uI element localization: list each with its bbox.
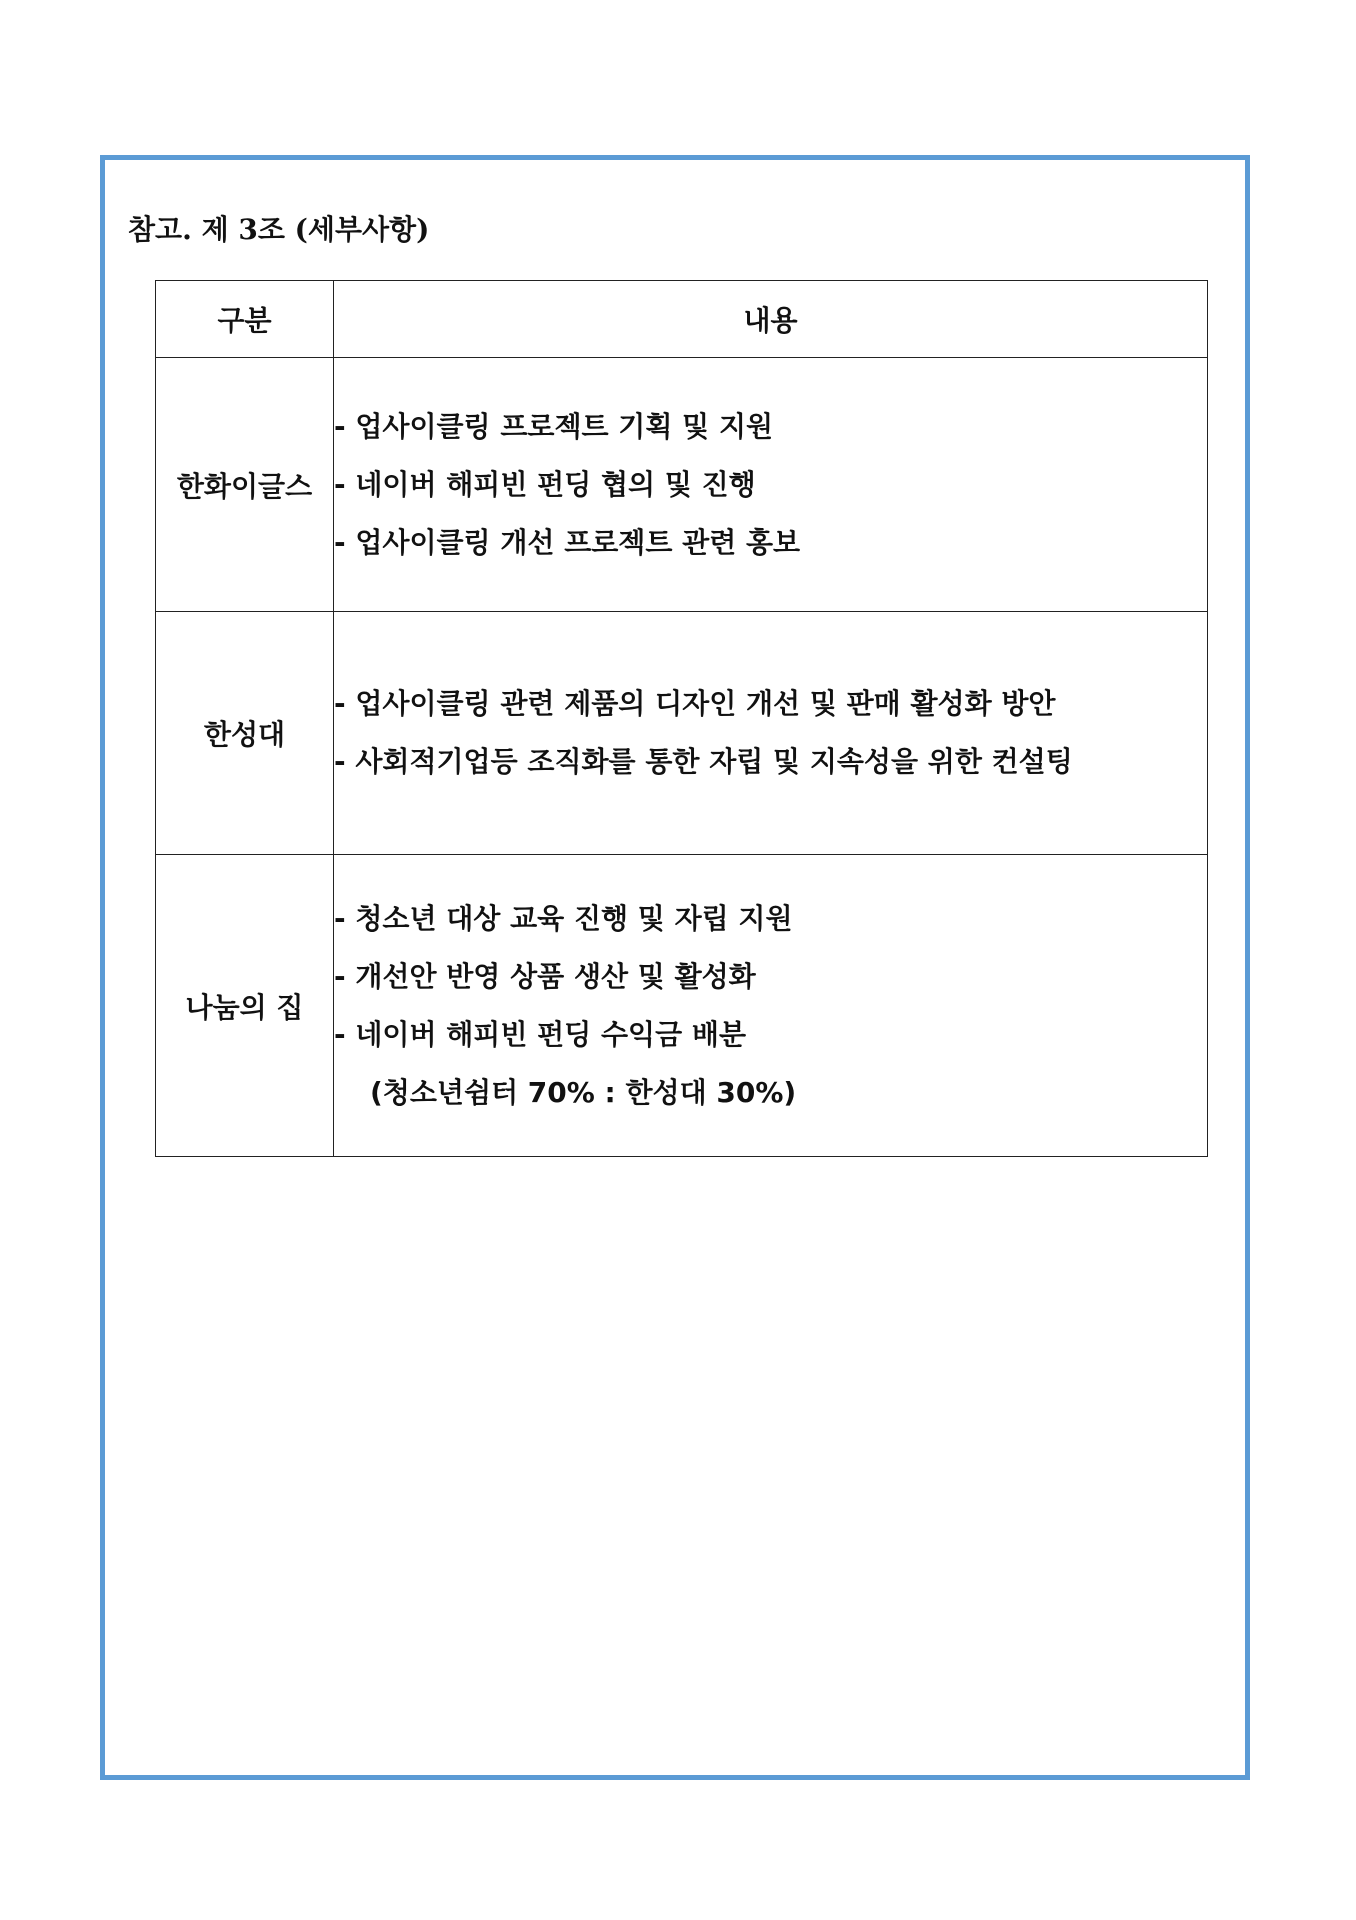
table-row (156, 358, 1208, 612)
list-item: - 업사이클링 개선 프로젝트 관련 홍보 (334, 525, 801, 559)
row-category: 한성대 (156, 612, 334, 855)
table-row (156, 855, 1208, 1157)
list-item: - 개선안 반영 상품 생산 및 활성화 (334, 959, 756, 993)
details-table (155, 280, 1208, 1157)
section-heading: 참고. 제 3조 (세부사항) (128, 213, 430, 246)
row-content (334, 358, 1208, 612)
row-category: 나눔의 집 (156, 855, 334, 1157)
table-row (156, 612, 1208, 855)
list-item: - 네이버 해피빈 펀딩 수익금 배분 (334, 1017, 746, 1051)
list-item: - 업사이클링 관련 제품의 디자인 개선 및 판매 활성화 방안 (334, 687, 1056, 720)
row-content (334, 855, 1208, 1157)
header-category: 구분 (156, 281, 334, 358)
list-item: - 사회적기업등 조직화를 통한 자립 및 지속성을 위한 컨설팅 (334, 745, 1073, 778)
row-content (334, 612, 1208, 855)
list-item-note: (청소년쉼터 70% : 한성대 30%) (370, 1075, 797, 1109)
table-header-row (156, 281, 1208, 358)
header-content: 내용 (334, 281, 1208, 358)
row-category: 한화이글스 (156, 358, 334, 612)
list-item: - 네이버 해피빈 펀딩 협의 및 진행 (334, 467, 756, 501)
list-item: - 청소년 대상 교육 진행 및 자립 지원 (334, 901, 793, 935)
list-item: - 업사이클링 프로젝트 기획 및 지원 (334, 409, 774, 443)
